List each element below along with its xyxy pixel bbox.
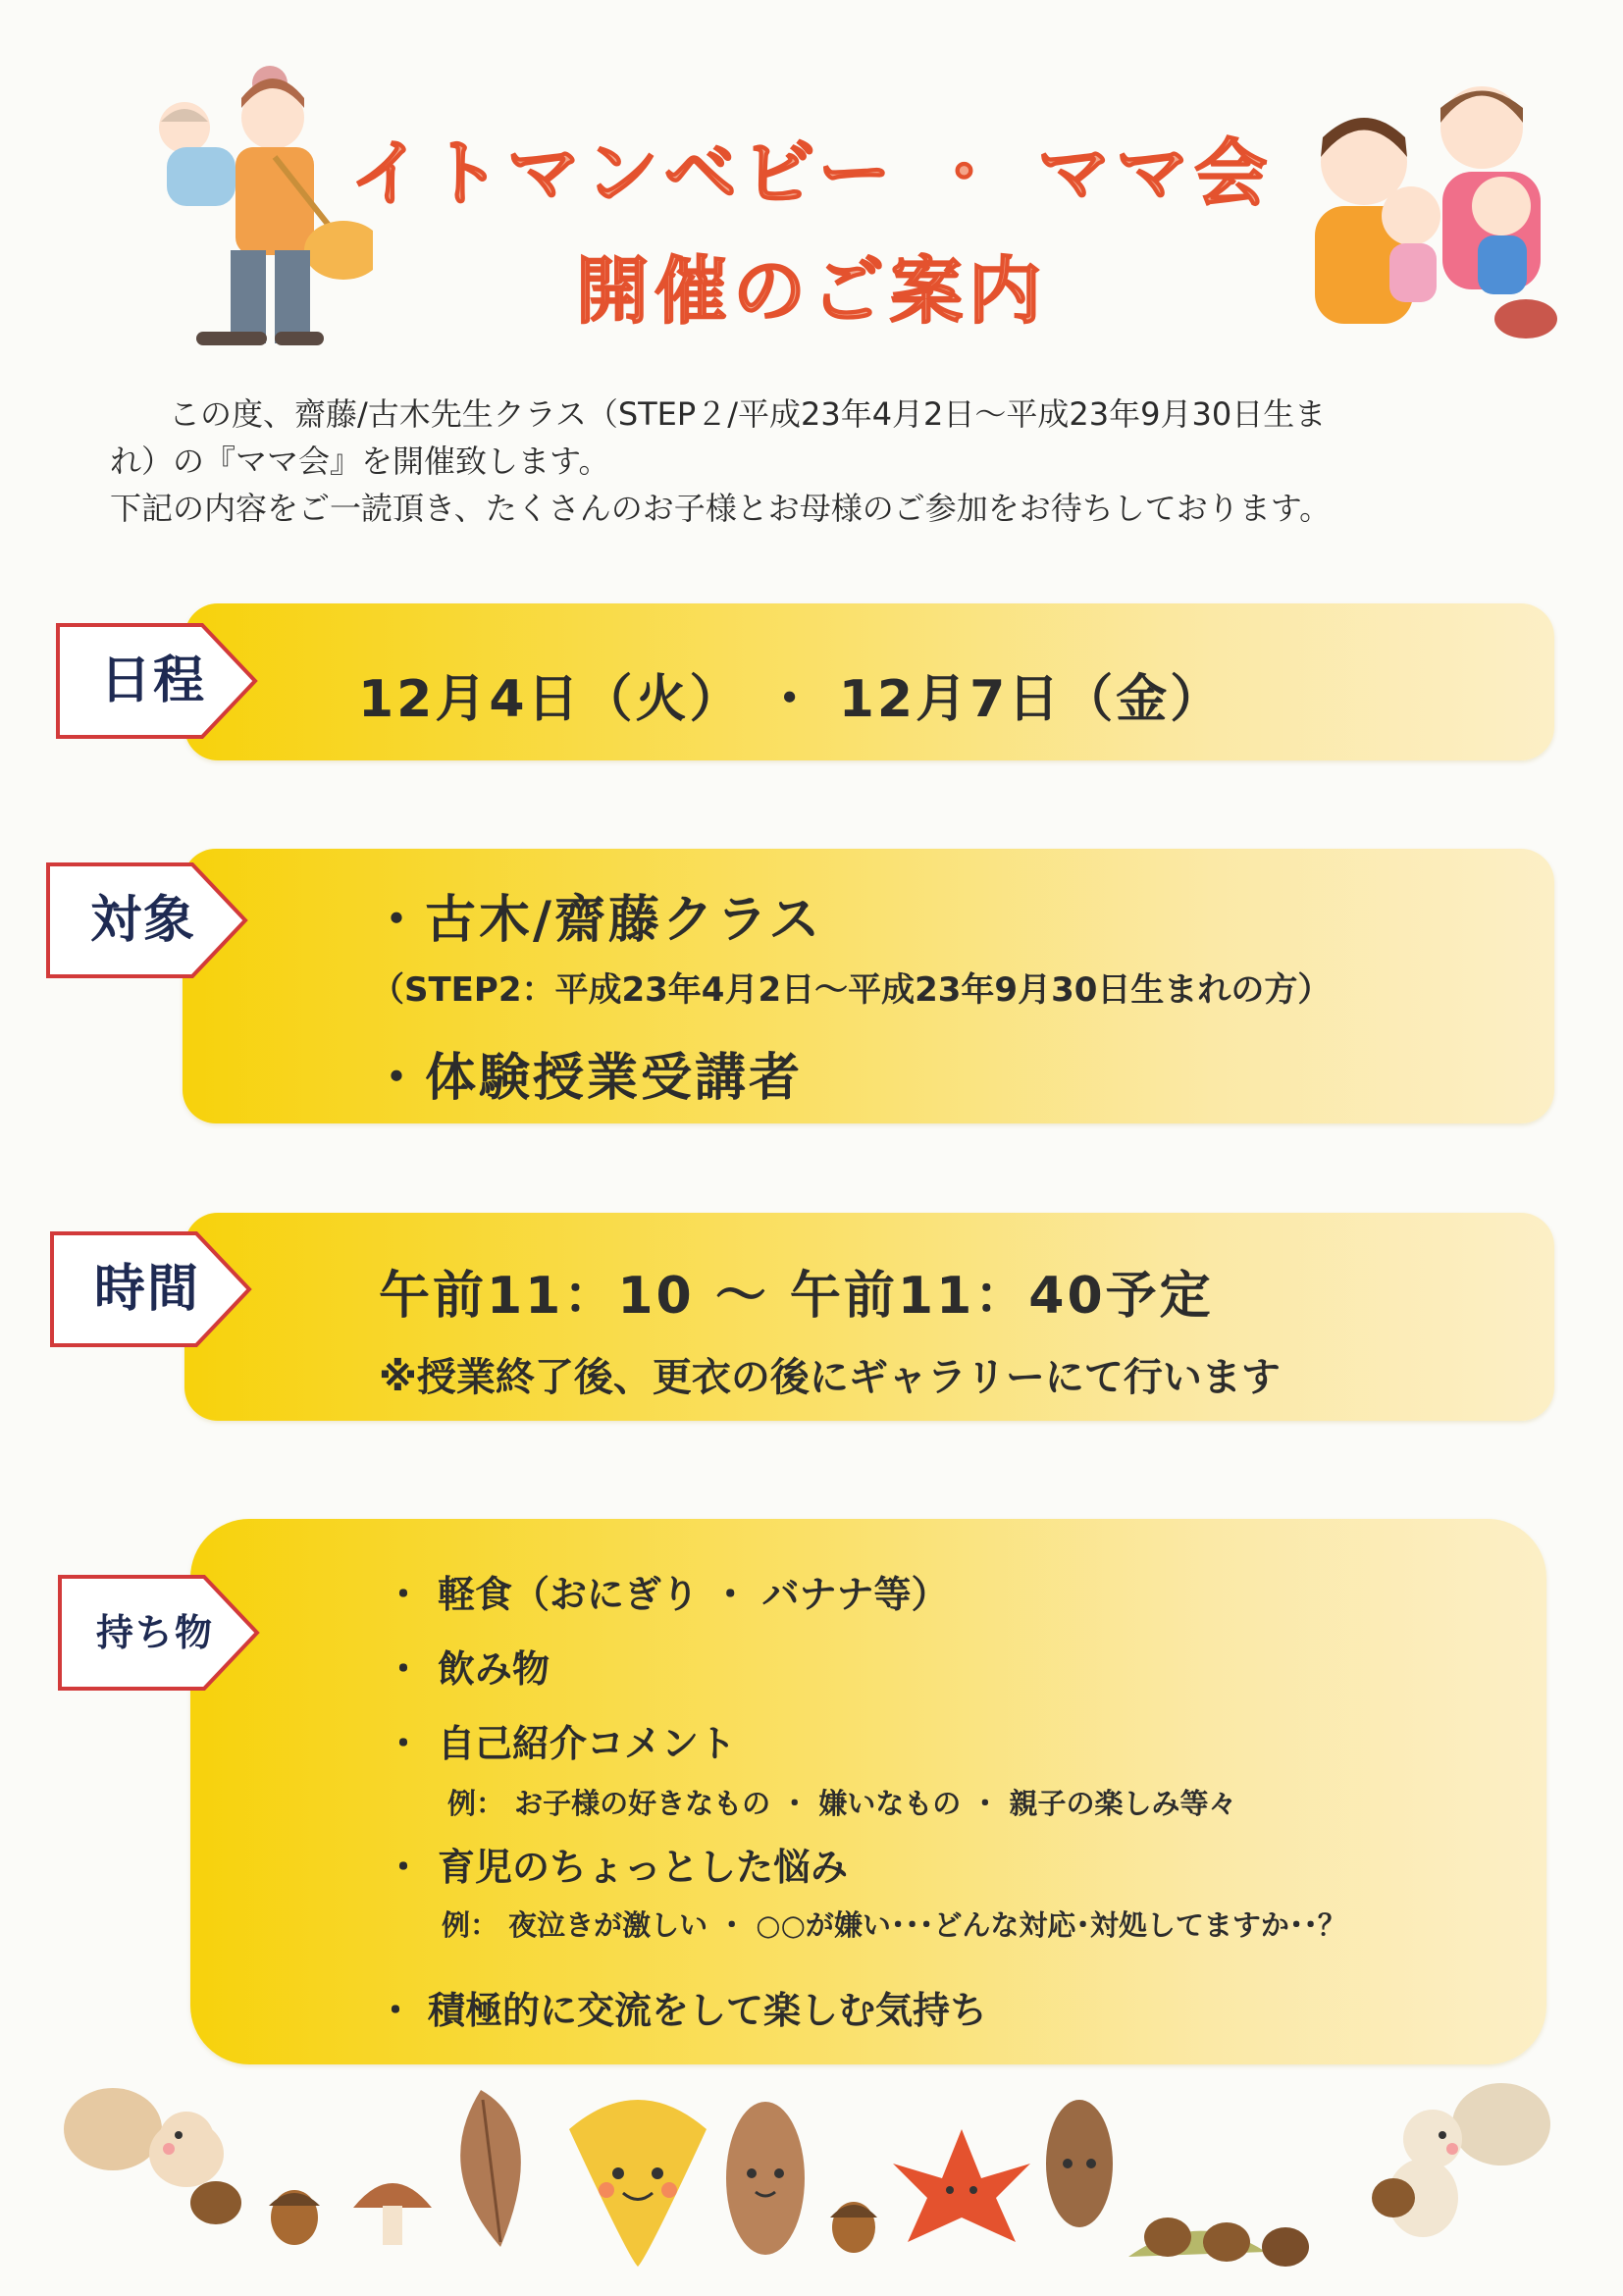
page-title-line2: 開催のご案内 <box>576 249 1047 334</box>
time-value: 午前11：10 ～ 午前11：40予定 <box>379 1267 1214 1326</box>
ginkgo-leaf-icon <box>569 2100 707 2267</box>
time-tag <box>49 1230 253 1348</box>
acorn-cluster-icon <box>1128 2218 1309 2267</box>
target-tag <box>45 861 249 979</box>
page-title-line1: イトマンベビー ・ ママ会 <box>349 131 1274 216</box>
leaf-icon <box>460 2090 521 2247</box>
belongings-tag <box>57 1574 261 1692</box>
target-item1: ・古木/齋藤クラス <box>371 891 823 950</box>
bullet: ・ <box>385 1846 423 1889</box>
belongings-example-2: 例： 夜泣きが激しい ・ ○○が嫌い･･･どんな対応･対処してますか･･？ <box>442 1908 1346 1942</box>
acorn-icon <box>269 2190 320 2245</box>
brown-leaf-face-icon <box>726 2102 805 2255</box>
belongings-item-2: 飲み物 <box>438 1647 550 1691</box>
bullet: ・ <box>385 1647 423 1691</box>
belongings-example-1: 例： お子様の好きなもの ・ 嫌いなもの ・ 親子の楽しみ等々 <box>447 1787 1237 1820</box>
bullet: ・ <box>377 1989 415 2032</box>
acorn-icon <box>830 2202 877 2253</box>
intro-line1: この度、齋藤/古木先生クラス（STEP２/平成23年4月2日～平成23年9月30日生ま <box>169 395 1327 433</box>
target-item1-note: （STEP2：平成23年4月2日～平成23年9月30日生まれの方） <box>371 970 1332 1010</box>
bullet: ・ <box>385 1573 423 1616</box>
intro-line3: 下記の内容をご一読頂き、たくさんのお子様とお母様のご参加をお待ちしております。 <box>110 490 1332 527</box>
autumn-border-illustration <box>59 2070 1570 2267</box>
belongings-item-3: 自己紹介コメント <box>438 1722 737 1765</box>
target-item2: ・体験授業受講者 <box>371 1049 804 1108</box>
bullet: ・ <box>385 1722 423 1765</box>
belongings-label: 持ち物 <box>95 1611 214 1654</box>
intro-line2: れ）の『ママ会』を開催致します。 <box>110 443 610 480</box>
maple-leaf-icon <box>893 2129 1030 2242</box>
squirrel-left-icon <box>64 2088 241 2224</box>
mushroom-icon <box>353 2183 432 2245</box>
intro-text <box>110 391 1523 532</box>
brown-leaf-face-icon <box>1046 2100 1113 2227</box>
time-note: ※授業終了後、更衣の後にギャラリーにて行います <box>379 1355 1281 1400</box>
schedule-value: 12月4日（火） ・ 12月7日（金） <box>358 670 1225 729</box>
squirrel-right-icon <box>1372 2083 1550 2237</box>
belongings-item-1: 軽食（おにぎり ・ バナナ等） <box>438 1573 949 1616</box>
belongings-item-4: 育児のちょっとした悩み <box>438 1846 849 1889</box>
target-label: 対象 <box>89 891 196 950</box>
belongings-item-5: 積極的に交流をして楽しむ気持ち <box>428 1989 988 2032</box>
schedule-tag <box>55 622 259 740</box>
time-label: 時間 <box>93 1260 200 1319</box>
schedule-label: 日程 <box>99 652 206 710</box>
